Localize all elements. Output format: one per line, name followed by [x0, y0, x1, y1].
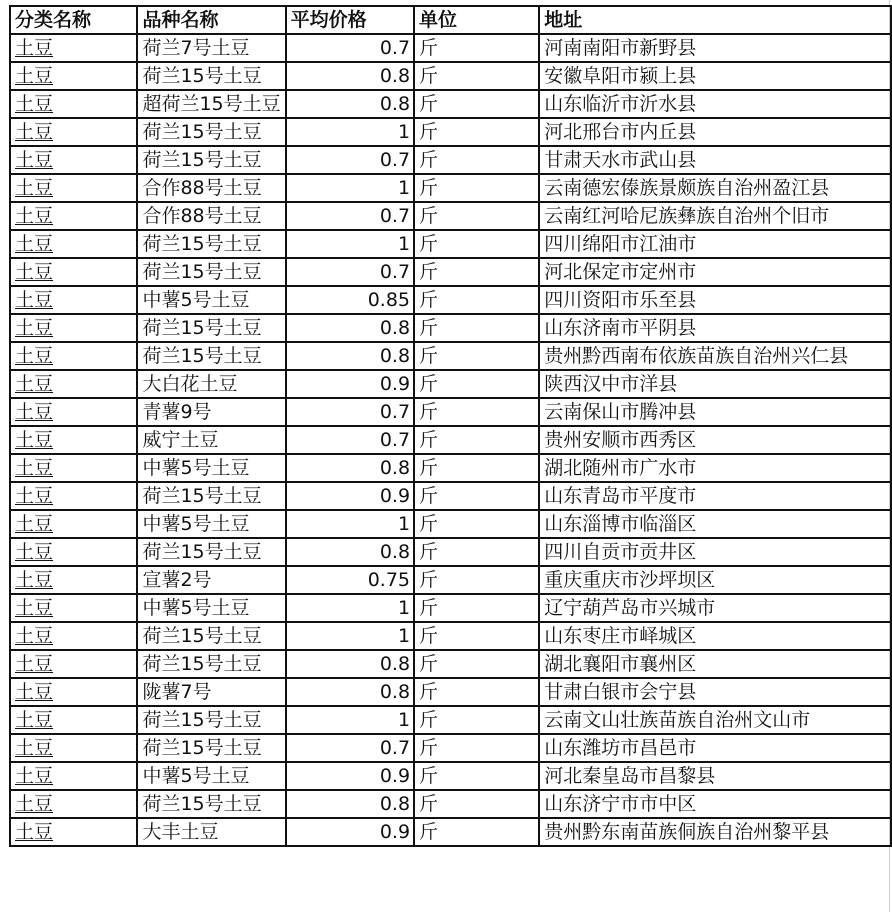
cell-category[interactable]: 土豆 — [10, 538, 137, 566]
cell-address[interactable]: 云南红河哈尼族彝族自治州个旧市 — [539, 202, 891, 230]
cell-category[interactable]: 土豆 — [10, 482, 137, 510]
table-body — [10, 34, 891, 846]
table-row — [10, 706, 891, 734]
cell-unit[interactable]: 斤 — [414, 818, 539, 846]
cell-variety[interactable]: 荷兰15号土豆 — [137, 538, 285, 566]
cell-variety[interactable]: 大丰土豆 — [137, 818, 285, 846]
cell-category[interactable]: 土豆 — [10, 594, 137, 622]
cell-avg-price[interactable]: 0.7 — [286, 398, 414, 426]
cell-avg-price[interactable]: 0.8 — [286, 454, 414, 482]
table-row — [10, 426, 891, 454]
header-variety[interactable]: 品种名称 — [137, 6, 285, 34]
cell-variety[interactable]: 荷兰15号土豆 — [137, 62, 285, 90]
header-row — [10, 6, 891, 34]
cell-variety[interactable]: 荷兰15号土豆 — [137, 482, 285, 510]
cell-avg-price[interactable]: 0.7 — [286, 734, 414, 762]
cell-category[interactable]: 土豆 — [10, 650, 137, 678]
table-row — [10, 370, 891, 398]
table-row — [10, 202, 891, 230]
table-row — [10, 90, 891, 118]
cell-avg-price[interactable]: 1 — [286, 510, 414, 538]
cell-category[interactable]: 土豆 — [10, 454, 137, 482]
cell-variety[interactable]: 威宁土豆 — [137, 426, 285, 454]
table-row — [10, 510, 891, 538]
cell-avg-price[interactable]: 0.8 — [286, 62, 414, 90]
cell-variety[interactable]: 宣薯2号 — [137, 566, 285, 594]
cell-category[interactable]: 土豆 — [10, 790, 137, 818]
cell-avg-price[interactable]: 0.7 — [286, 34, 414, 62]
table-row — [10, 230, 891, 258]
table-row — [10, 258, 891, 286]
cell-category[interactable]: 土豆 — [10, 622, 137, 650]
cell-unit[interactable]: 斤 — [414, 426, 539, 454]
cell-unit[interactable]: 斤 — [414, 398, 539, 426]
cell-avg-price[interactable]: 0.8 — [286, 314, 414, 342]
cell-avg-price[interactable]: 0.8 — [286, 650, 414, 678]
table-row — [10, 146, 891, 174]
cell-category[interactable]: 土豆 — [10, 426, 137, 454]
cell-unit[interactable]: 斤 — [414, 314, 539, 342]
cell-avg-price[interactable]: 0.8 — [286, 790, 414, 818]
cell-avg-price[interactable]: 0.7 — [286, 202, 414, 230]
cell-avg-price[interactable]: 1 — [286, 622, 414, 650]
cell-unit[interactable]: 斤 — [414, 230, 539, 258]
cell-variety[interactable]: 荷兰15号土豆 — [137, 342, 285, 370]
cell-address[interactable]: 贵州黔东南苗族侗族自治州黎平县 — [539, 818, 891, 846]
header-address[interactable]: 地址 — [539, 6, 891, 34]
cell-address[interactable]: 辽宁葫芦岛市兴城市 — [539, 594, 891, 622]
cell-category[interactable]: 土豆 — [10, 146, 137, 174]
cell-unit[interactable]: 斤 — [414, 650, 539, 678]
cell-category[interactable]: 土豆 — [10, 258, 137, 286]
cell-unit[interactable]: 斤 — [414, 202, 539, 230]
cell-address[interactable]: 山东济南市平阴县 — [539, 314, 891, 342]
cell-category[interactable]: 土豆 — [10, 118, 137, 146]
cell-variety[interactable]: 中薯5号土豆 — [137, 454, 285, 482]
cell-category[interactable]: 土豆 — [10, 62, 137, 90]
cell-unit[interactable]: 斤 — [414, 34, 539, 62]
cell-address[interactable]: 重庆重庆市沙坪坝区 — [539, 566, 891, 594]
cell-variety[interactable]: 超荷兰15号土豆 — [137, 90, 285, 118]
cell-variety[interactable]: 荷兰15号土豆 — [137, 622, 285, 650]
table-row — [10, 734, 891, 762]
cell-unit[interactable]: 斤 — [414, 174, 539, 202]
cell-unit[interactable]: 斤 — [414, 146, 539, 174]
cell-category[interactable]: 土豆 — [10, 398, 137, 426]
cell-avg-price[interactable]: 0.9 — [286, 818, 414, 846]
cell-category[interactable]: 土豆 — [10, 286, 137, 314]
table-row — [10, 342, 891, 370]
table-row — [10, 790, 891, 818]
cell-address[interactable]: 甘肃白银市会宁县 — [539, 678, 891, 706]
cell-address[interactable]: 山东济宁市市中区 — [539, 790, 891, 818]
cell-address[interactable]: 陕西汉中市洋县 — [539, 370, 891, 398]
cell-address[interactable]: 四川自贡市贡井区 — [539, 538, 891, 566]
cell-category[interactable]: 土豆 — [10, 342, 137, 370]
cell-category[interactable]: 土豆 — [10, 202, 137, 230]
cell-unit[interactable]: 斤 — [414, 594, 539, 622]
cell-variety[interactable]: 合作88号土豆 — [137, 202, 285, 230]
cell-category[interactable]: 土豆 — [10, 34, 137, 62]
cell-address[interactable]: 山东青岛市平度市 — [539, 482, 891, 510]
cell-avg-price[interactable]: 1 — [286, 118, 414, 146]
cell-variety[interactable]: 荷兰15号土豆 — [137, 706, 285, 734]
cell-variety[interactable]: 中薯5号土豆 — [137, 762, 285, 790]
cell-variety[interactable]: 荷兰15号土豆 — [137, 146, 285, 174]
cell-avg-price[interactable]: 0.9 — [286, 762, 414, 790]
table-row — [10, 398, 891, 426]
cell-avg-price[interactable]: 1 — [286, 174, 414, 202]
cell-category[interactable]: 土豆 — [10, 818, 137, 846]
cell-unit[interactable]: 斤 — [414, 762, 539, 790]
cell-category[interactable]: 土豆 — [10, 734, 137, 762]
cell-address[interactable]: 安徽阜阳市颍上县 — [539, 62, 891, 90]
cell-unit[interactable]: 斤 — [414, 706, 539, 734]
cell-address[interactable]: 河北秦皇岛市昌黎县 — [539, 762, 891, 790]
cell-unit[interactable]: 斤 — [414, 62, 539, 90]
cell-category[interactable]: 土豆 — [10, 174, 137, 202]
header-avg-price[interactable]: 平均价格 — [286, 6, 414, 34]
table-row — [10, 62, 891, 90]
cell-avg-price[interactable]: 0.8 — [286, 342, 414, 370]
cell-variety[interactable]: 大白花土豆 — [137, 370, 285, 398]
cell-avg-price[interactable]: 0.7 — [286, 146, 414, 174]
cell-address[interactable]: 山东枣庄市峄城区 — [539, 622, 891, 650]
cell-avg-price[interactable]: 0.9 — [286, 482, 414, 510]
cell-category[interactable]: 土豆 — [10, 314, 137, 342]
cell-category[interactable]: 土豆 — [10, 566, 137, 594]
cell-unit[interactable]: 斤 — [414, 482, 539, 510]
cell-variety[interactable]: 合作88号土豆 — [137, 174, 285, 202]
cell-category[interactable]: 土豆 — [10, 510, 137, 538]
cell-address[interactable]: 四川绵阳市江油市 — [539, 230, 891, 258]
cell-avg-price[interactable]: 0.8 — [286, 538, 414, 566]
table-row — [10, 454, 891, 482]
table-row — [10, 118, 891, 146]
cell-address[interactable]: 贵州安顺市西秀区 — [539, 426, 891, 454]
cell-avg-price[interactable]: 1 — [286, 230, 414, 258]
header-category[interactable]: 分类名称 — [10, 6, 137, 34]
cell-unit[interactable]: 斤 — [414, 678, 539, 706]
cell-address[interactable]: 山东潍坊市昌邑市 — [539, 734, 891, 762]
cell-variety[interactable]: 中薯5号土豆 — [137, 594, 285, 622]
cell-address[interactable]: 云南保山市腾冲县 — [539, 398, 891, 426]
cell-variety[interactable]: 荷兰15号土豆 — [137, 230, 285, 258]
cell-variety[interactable]: 荷兰15号土豆 — [137, 314, 285, 342]
table-row — [10, 34, 891, 62]
table-row — [10, 286, 891, 314]
cell-unit[interactable]: 斤 — [414, 286, 539, 314]
cell-avg-price[interactable]: 0.9 — [286, 370, 414, 398]
cell-unit[interactable]: 斤 — [414, 538, 539, 566]
cell-unit[interactable]: 斤 — [414, 790, 539, 818]
cell-category[interactable]: 土豆 — [10, 762, 137, 790]
cell-unit[interactable]: 斤 — [414, 370, 539, 398]
cell-variety[interactable]: 荷兰15号土豆 — [137, 650, 285, 678]
cell-address[interactable]: 河南南阳市新野县 — [539, 34, 891, 62]
cell-address[interactable]: 云南德宏傣族景颇族自治州盈江县 — [539, 174, 891, 202]
cell-avg-price[interactable]: 1 — [286, 706, 414, 734]
cell-unit[interactable]: 斤 — [414, 622, 539, 650]
cell-variety[interactable]: 荷兰15号土豆 — [137, 258, 285, 286]
cell-avg-price[interactable]: 0.8 — [286, 90, 414, 118]
cell-variety[interactable]: 中薯5号土豆 — [137, 510, 285, 538]
cell-category[interactable]: 土豆 — [10, 678, 137, 706]
cell-avg-price[interactable]: 0.7 — [286, 426, 414, 454]
table-row — [10, 482, 891, 510]
cell-category[interactable]: 土豆 — [10, 90, 137, 118]
cell-address[interactable]: 山东临沂市沂水县 — [539, 90, 891, 118]
cell-unit[interactable]: 斤 — [414, 258, 539, 286]
cell-variety[interactable]: 荷兰7号土豆 — [137, 34, 285, 62]
cell-variety[interactable]: 青薯9号 — [137, 398, 285, 426]
table-row — [10, 678, 891, 706]
table-row — [10, 622, 891, 650]
table-row — [10, 174, 891, 202]
cell-avg-price[interactable]: 0.7 — [286, 258, 414, 286]
cell-variety[interactable]: 中薯5号土豆 — [137, 286, 285, 314]
table-row — [10, 650, 891, 678]
cell-variety[interactable]: 荷兰15号土豆 — [137, 734, 285, 762]
cell-category[interactable]: 土豆 — [10, 370, 137, 398]
cell-category[interactable]: 土豆 — [10, 230, 137, 258]
cell-category[interactable]: 土豆 — [10, 706, 137, 734]
cell-address[interactable]: 湖北随州市广水市 — [539, 454, 891, 482]
cell-address[interactable]: 河北保定市定州市 — [539, 258, 891, 286]
cell-address[interactable]: 云南文山壮族苗族自治州文山市 — [539, 706, 891, 734]
cell-address[interactable]: 湖北襄阳市襄州区 — [539, 650, 891, 678]
spreadsheet-table — [9, 5, 892, 847]
table-row — [10, 314, 891, 342]
cell-address[interactable]: 山东淄博市临淄区 — [539, 510, 891, 538]
table-row — [10, 538, 891, 566]
table-row — [10, 818, 891, 846]
cell-unit[interactable]: 斤 — [414, 118, 539, 146]
cell-address[interactable]: 河北邢台市内丘县 — [539, 118, 891, 146]
cell-avg-price[interactable]: 1 — [286, 594, 414, 622]
header-unit[interactable]: 单位 — [414, 6, 539, 34]
table-row — [10, 762, 891, 790]
cell-variety[interactable]: 荷兰15号土豆 — [137, 790, 285, 818]
cell-unit[interactable]: 斤 — [414, 90, 539, 118]
cell-unit[interactable]: 斤 — [414, 454, 539, 482]
cell-avg-price[interactable]: 0.8 — [286, 678, 414, 706]
cell-variety[interactable]: 陇薯7号 — [137, 678, 285, 706]
cell-unit[interactable]: 斤 — [414, 734, 539, 762]
table-row — [10, 594, 891, 622]
cell-address[interactable]: 甘肃天水市武山县 — [539, 146, 891, 174]
cell-variety[interactable]: 荷兰15号土豆 — [137, 118, 285, 146]
table-row — [10, 566, 891, 594]
cell-unit[interactable]: 斤 — [414, 566, 539, 594]
cell-unit[interactable]: 斤 — [414, 510, 539, 538]
cell-unit[interactable]: 斤 — [414, 342, 539, 370]
cell-avg-price[interactable]: 0.75 — [286, 566, 414, 594]
cell-address[interactable]: 贵州黔西南布依族苗族自治州兴仁县 — [539, 342, 891, 370]
cell-address[interactable]: 四川资阳市乐至县 — [539, 286, 891, 314]
cell-avg-price[interactable]: 0.85 — [286, 286, 414, 314]
